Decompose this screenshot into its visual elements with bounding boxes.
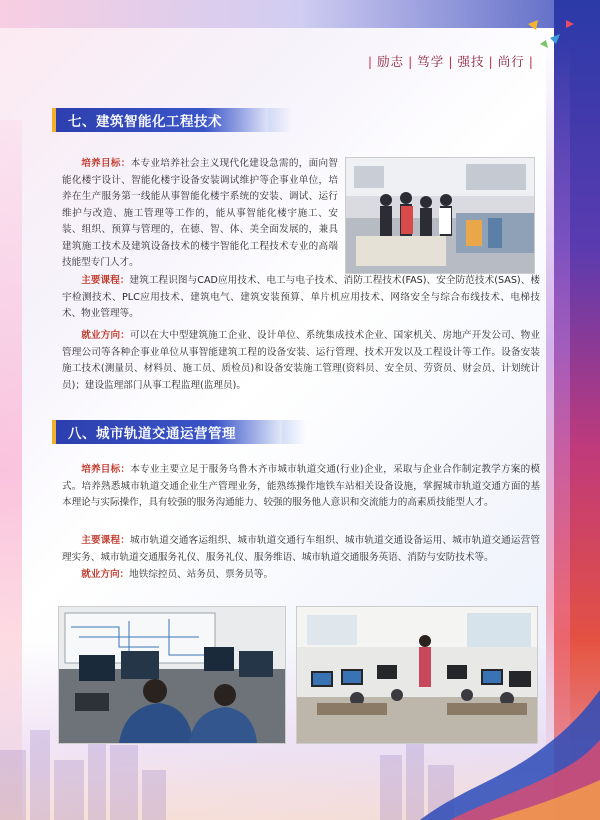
- slogan-item: 强技: [457, 54, 485, 69]
- job-text: 地铁综控员、站务员、票务员等。: [129, 569, 274, 580]
- job-paragraph: [62, 328, 540, 394]
- slogan-item: 尚行: [497, 54, 525, 69]
- photo-computer-lab: [296, 606, 538, 744]
- goal-paragraph: [62, 156, 338, 272]
- course-text: 城市轨道交通客运组织、城市轨道交通行车组织、城市轨道交通设备运用、城市轨道交通运营管理实务、城市轨道交通服务礼仪、服务礼仪、服务维语、城市轨道交通服务英语、消防与安防技术等。: [62, 535, 540, 563]
- slogan-item: 励志: [377, 54, 405, 69]
- section-header-building-intelligence: [52, 108, 268, 132]
- job-text: 可以在大中型建筑施工企业、设计单位、系统集成技术企业、国家机关、房地产开发公司、物业管理公司等各种企事业单位从事智能建筑工程的设备安装、运行管理、技术开发以及工程设计等工作。设备安装施工技术(测量员、材料员、施工员、质检员)和设备安装施工管理(资料员、安全员、劳资员、财会员、计划统计员)；建设监理部门从事工程监理(监理员)。: [62, 330, 540, 391]
- course-label: 主要课程：: [81, 275, 130, 286]
- section-title: 七、建筑智能化工程技术: [52, 108, 268, 132]
- course-label: 主要课程：: [81, 535, 131, 546]
- slogan-bar: | 励志 | 笃学 | 强技 | 尚行 |: [367, 54, 534, 69]
- course-text: 建筑工程识图与CAD应用技术、电工与电子技术、消防工程技术(FAS)、安全防范技术(SAS)、楼宇检测技术、PLC应用技术、建筑电气、建筑安装预算、单片机应用技术、网络安全与综合布线技术、电梯技术、物业管理等。: [62, 275, 540, 319]
- goal-text: 本专业培养社会主义现代化建设急需的，面向智能化楼宇设计、智能化楼宇设备安装调试维护等企事业单位，培养在生产服务第一线能从事智能化楼宇系统的安装、调试、运行维护与改造、施工管理等工作的，能从事智能化楼宇施工、安装、组织、预算与管理的，在德、智、体、美全面发展的，兼具建筑施工技术及建筑设备技术的楼宇智能化工程技术专业的高端技能型专门人才。: [62, 158, 339, 268]
- section-header-rail-transit: [52, 420, 282, 444]
- goal-label: 培养目标：: [81, 464, 131, 475]
- section-title: 八、城市轨道交通运营管理: [52, 420, 282, 444]
- slogan-item: 笃学: [417, 54, 445, 69]
- course-paragraph: [62, 273, 540, 323]
- goal-label: 培养目标：: [81, 158, 131, 169]
- confetti-graphic: [520, 14, 580, 54]
- goal-paragraph: [62, 462, 540, 512]
- course-paragraph: [62, 533, 540, 566]
- decor-top-band: [0, 0, 600, 28]
- photo-lab-students: [345, 157, 535, 274]
- job-label: 就业方向：: [81, 569, 130, 580]
- goal-text: 本专业主要立足于服务乌鲁木齐市城市轨道交通(行业)企业，采取与企业合作制定教学方案的模式。培养熟悉城市轨道交通企业生产管理业务，能熟练操作地铁车站相关设备设施，掌握城市轨道交通方面的基本理论与实际操作，具有较强的服务沟通能力、较强的服务他人意识和交流能力的高素质技能型人才。: [62, 464, 540, 508]
- job-paragraph: [62, 567, 540, 584]
- photo-control-room: [58, 606, 286, 744]
- job-label: 就业方向：: [81, 330, 131, 341]
